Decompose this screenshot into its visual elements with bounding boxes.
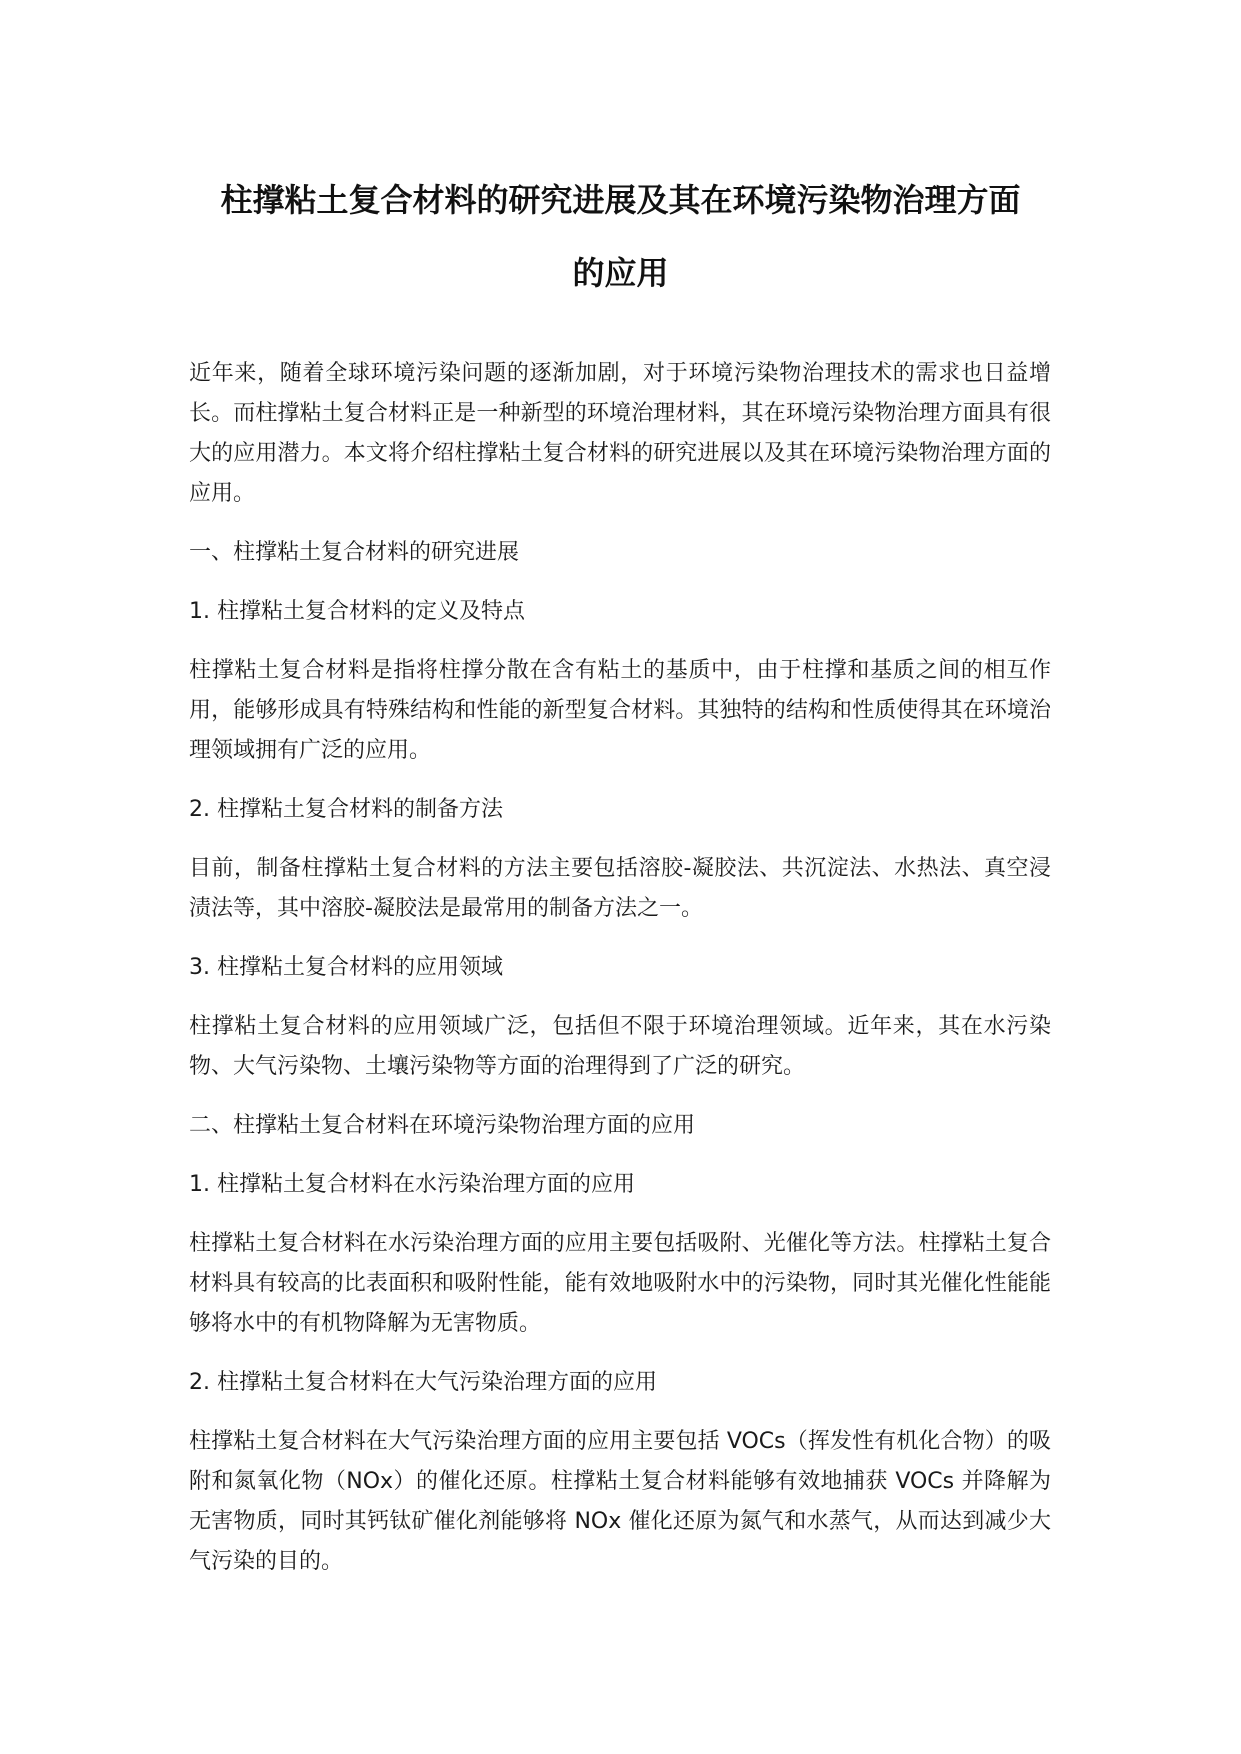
- section-1-heading: 一、柱撑粘土复合材料的研究进展: [189, 540, 520, 565]
- document-title-line-2: 的应用: [572, 254, 669, 292]
- subsection-1-3-paragraph: 柱撑粘土复合材料的应用领域广泛，包括但不限于环境治理领域。近年来，其在水污染物、大气污染物、土壤污染物等方面的治理得到了广泛的研究。: [189, 1014, 1051, 1079]
- subsection-1-1-heading: 1. 柱撑粘土复合材料的定义及特点: [189, 599, 525, 624]
- subsection-2-1-heading: 1. 柱撑粘土复合材料在水污染治理方面的应用: [189, 1172, 635, 1197]
- document-title-line-1: 柱撑粘土复合材料的研究进展及其在环境污染物治理方面: [220, 181, 1021, 219]
- intro-paragraph: 近年来，随着全球环境污染问题的逐渐加剧，对于环境污染物治理技术的需求也日益增长。而柱撑粘土复合材料正是一种新型的环境治理材料，其在环境污染物治理方面具有很大的应用潜力。本文将介绍柱撑粘土复合材料的研究进展以及其在环境污染物治理方面的应用。: [189, 361, 1051, 506]
- subsection-2-2-heading: 2. 柱撑粘土复合材料在大气污染治理方面的应用: [189, 1370, 657, 1395]
- subsection-2-2-paragraph: 柱撑粘土复合材料在大气污染治理方面的应用主要包括 VOCs（挥发性有机化合物）的吸附和氮氧化物（NOx）的催化还原。柱撑粘土复合材料能够有效地捕获 VOCs 并降解为无害物质，同时其钙钛矿催化剂能够将 NOx 催化还原为氮气和水蒸气，从而达到减少大气污染的目的。: [189, 1429, 1051, 1574]
- subsection-1-2-paragraph: 目前，制备柱撑粘土复合材料的方法主要包括溶胶-凝胶法、共沉淀法、水热法、真空浸渍法等，其中溶胶-凝胶法是最常用的制备方法之一。: [189, 856, 1051, 921]
- subsection-1-2-heading: 2. 柱撑粘土复合材料的制备方法: [189, 797, 503, 822]
- section-2-heading: 二、柱撑粘土复合材料在环境污染物治理方面的应用: [189, 1113, 696, 1138]
- subsection-1-1-paragraph: 柱撑粘土复合材料是指将柱撑分散在含有粘土的基质中，由于柱撑和基质之间的相互作用，能够形成具有特殊结构和性能的新型复合材料。其独特的结构和性质使得其在环境治理领域拥有广泛的应用。: [189, 658, 1051, 763]
- document-body: [189, 354, 1051, 1601]
- subsection-1-3-heading: 3. 柱撑粘土复合材料的应用领域: [189, 955, 503, 980]
- subsection-2-1-paragraph: 柱撑粘土复合材料在水污染治理方面的应用主要包括吸附、光催化等方法。柱撑粘土复合材料具有较高的比表面积和吸附性能，能有效地吸附水中的污染物，同时其光催化性能能够将水中的有机物降解为无害物质。: [189, 1231, 1051, 1336]
